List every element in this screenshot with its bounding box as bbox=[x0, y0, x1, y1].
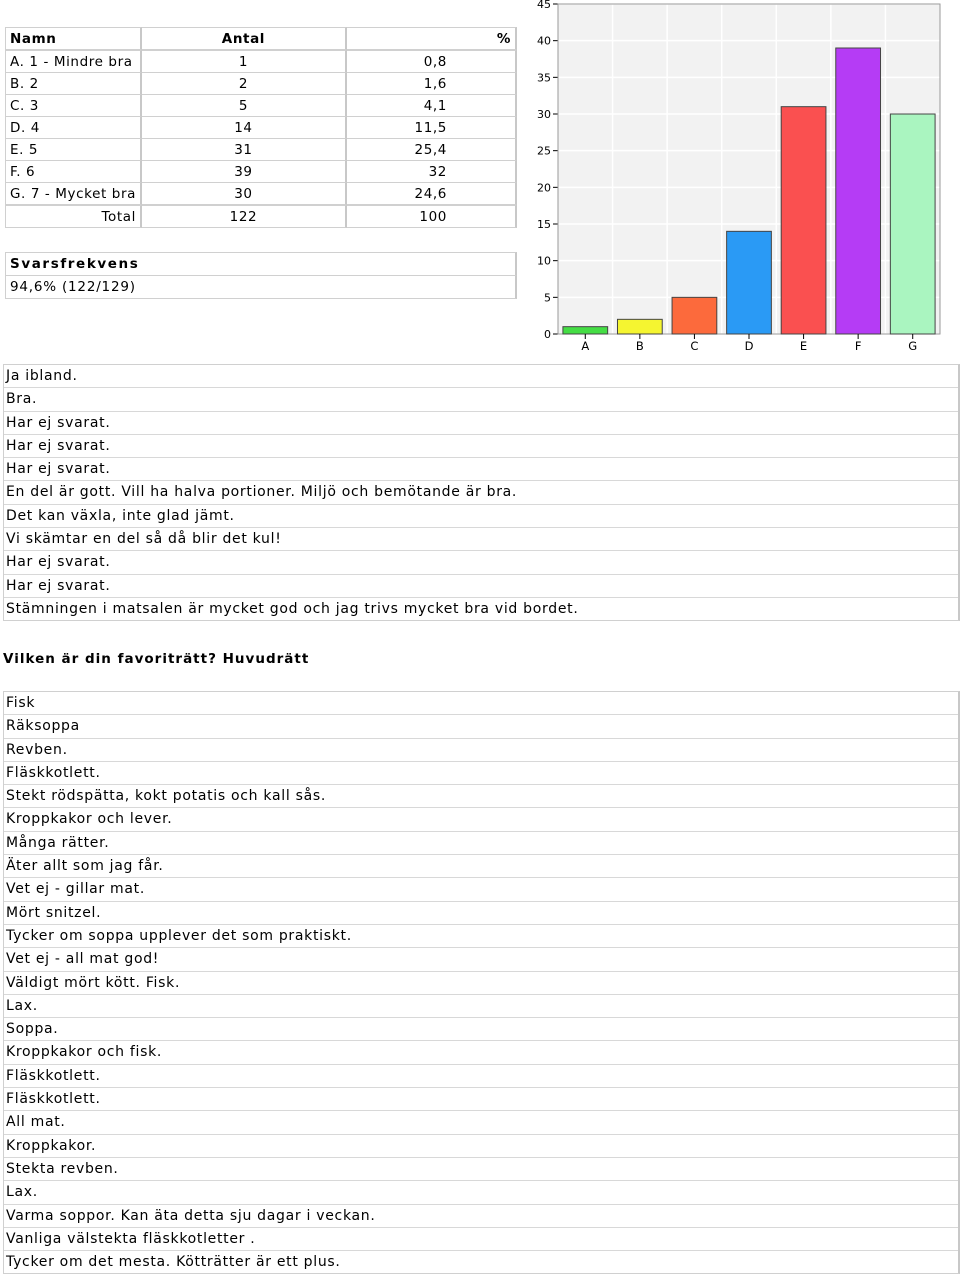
bar-e bbox=[781, 107, 826, 334]
answer-item: Vanliga välstekta fläskkotletter . bbox=[4, 1228, 958, 1251]
table-row bbox=[5, 95, 517, 117]
y-tick-label: 30 bbox=[537, 108, 551, 121]
row-percent: 1,6 bbox=[347, 73, 517, 95]
comment-item: Har ej svarat. bbox=[4, 412, 958, 435]
y-tick-label: 10 bbox=[537, 254, 551, 268]
y-tick-label: 5 bbox=[544, 291, 551, 305]
y-tick-label: 0 bbox=[544, 328, 551, 341]
comment-item: Det kan växla, inte glad jämt. bbox=[4, 505, 958, 528]
answer-item: Kroppkakor. bbox=[4, 1135, 958, 1158]
comments-list bbox=[3, 364, 960, 621]
table-total-row bbox=[5, 205, 517, 228]
table-row bbox=[5, 161, 517, 183]
y-tick-label: 40 bbox=[537, 34, 551, 48]
x-tick-label: G bbox=[908, 339, 918, 353]
row-percent: 4,1 bbox=[347, 95, 517, 117]
y-tick-label: 45 bbox=[537, 0, 551, 11]
response-rate-table bbox=[5, 252, 517, 299]
row-count: 39 bbox=[142, 161, 347, 183]
table-row bbox=[5, 183, 517, 205]
answer-item: All mat. bbox=[4, 1111, 958, 1134]
answer-item: Vet ej - gillar mat. bbox=[4, 878, 958, 901]
total-count: 122 bbox=[142, 205, 347, 228]
x-tick-label: C bbox=[690, 339, 699, 353]
answer-item: Lax. bbox=[4, 1181, 958, 1204]
answer-item: Lax. bbox=[4, 995, 958, 1018]
answer-item: Räksoppa bbox=[4, 715, 958, 738]
row-percent: 25,4 bbox=[347, 139, 517, 161]
bar-a bbox=[563, 327, 608, 334]
answer-item: Tycker om soppa upplever det som praktiskt. bbox=[4, 925, 958, 948]
header-percent: % bbox=[347, 27, 517, 50]
answers-list bbox=[3, 691, 960, 1274]
x-tick-label: F bbox=[854, 339, 862, 353]
answer-item: Varma soppor. Kan äta detta sju dagar i veckan. bbox=[4, 1205, 958, 1228]
row-count: 2 bbox=[142, 73, 347, 95]
answer-item: Kroppkakor och fisk. bbox=[4, 1041, 958, 1064]
comment-item: Bra. bbox=[4, 388, 958, 411]
table-header-row bbox=[5, 27, 517, 50]
answer-item: Revben. bbox=[4, 739, 958, 762]
answer-item: Mört snitzel. bbox=[4, 902, 958, 925]
answer-item: Kroppkakor och lever. bbox=[4, 808, 958, 831]
row-name: G. 7 - Mycket bra bbox=[5, 183, 142, 205]
row-count: 31 bbox=[142, 139, 347, 161]
bar-c bbox=[672, 297, 717, 334]
question-title: Vilken är din favoriträtt? Huvudrätt bbox=[3, 651, 310, 667]
total-percent: 100 bbox=[347, 205, 517, 228]
row-name: B. 2 bbox=[5, 73, 142, 95]
answer-item: Äter allt som jag får. bbox=[4, 855, 958, 878]
response-rate-label: Svarsfrekvens bbox=[5, 252, 517, 275]
row-count: 14 bbox=[142, 117, 347, 139]
comment-item: Har ej svarat. bbox=[4, 458, 958, 481]
table-row bbox=[5, 139, 517, 161]
y-tick-label: 25 bbox=[537, 144, 551, 158]
comment-item: En del är gott. Vill ha halva portioner. Miljö och bemötande är bra. bbox=[4, 481, 958, 504]
x-tick-label: D bbox=[744, 339, 754, 353]
comment-item: Stämningen i matsalen är mycket god och jag trivs mycket bra vid bordet. bbox=[6, 600, 579, 617]
y-tick-label: 35 bbox=[537, 71, 551, 85]
row-name: F. 6 bbox=[5, 161, 142, 183]
x-tick-label: A bbox=[581, 339, 590, 353]
table-row bbox=[5, 50, 517, 73]
answer-item: Fisk bbox=[4, 692, 958, 715]
total-label: Total bbox=[5, 205, 142, 228]
table-row bbox=[5, 117, 517, 139]
y-tick-label: 20 bbox=[537, 181, 551, 195]
row-count: 30 bbox=[142, 183, 347, 205]
row-name: C. 3 bbox=[5, 95, 142, 117]
comment-item: Har ej svarat. bbox=[4, 435, 958, 458]
bar-g bbox=[890, 114, 935, 334]
bar-chart bbox=[530, 0, 960, 358]
answer-item: Stekt rödspätta, kokt potatis och kall sås. bbox=[4, 785, 958, 808]
row-name: E. 5 bbox=[5, 139, 142, 161]
row-percent: 32 bbox=[347, 161, 517, 183]
table-body bbox=[5, 50, 517, 205]
answer-item: Fläskkotlett. bbox=[4, 1065, 958, 1088]
row-count: 5 bbox=[142, 95, 347, 117]
answer-item: Fläskkotlett. bbox=[4, 1088, 958, 1111]
bar-b bbox=[617, 319, 662, 334]
bar-f bbox=[836, 48, 881, 334]
answer-item: Stekta revben. bbox=[4, 1158, 958, 1181]
answer-item: Många rätter. bbox=[4, 832, 958, 855]
row-percent: 0,8 bbox=[347, 50, 517, 73]
answer-item: Vet ej - all mat god! bbox=[4, 948, 958, 971]
row-name: A. 1 - Mindre bra bbox=[5, 50, 142, 73]
header-count: Antal bbox=[142, 27, 347, 50]
results-table bbox=[5, 27, 517, 228]
y-tick-label: 15 bbox=[537, 218, 551, 231]
answer-item: Väldigt mört kött. Fisk. bbox=[4, 972, 958, 995]
comment-item: Har ej svarat. bbox=[4, 575, 958, 598]
answer-item: Soppa. bbox=[4, 1018, 958, 1041]
table-row bbox=[5, 73, 517, 95]
bar-d bbox=[727, 231, 772, 334]
comment-item: Har ej svarat. bbox=[4, 551, 958, 574]
row-count: 1 bbox=[142, 50, 347, 73]
answer-item: Tycker om det mesta. Kötträtter är ett plus. bbox=[6, 1254, 341, 1271]
answer-item: Fläskkotlett. bbox=[4, 762, 958, 785]
x-tick-label: B bbox=[635, 339, 644, 353]
x-tick-label: E bbox=[799, 339, 808, 353]
header-name: Namn bbox=[5, 27, 142, 50]
response-rate-value: 94,6% (122/129) bbox=[5, 275, 517, 299]
comment-item: Vi skämtar en del så då blir det kul! bbox=[4, 528, 958, 551]
comment-item: Ja ibland. bbox=[4, 365, 958, 388]
row-percent: 11,5 bbox=[347, 117, 517, 139]
row-name: D. 4 bbox=[5, 117, 142, 139]
row-percent: 24,6 bbox=[347, 183, 517, 205]
